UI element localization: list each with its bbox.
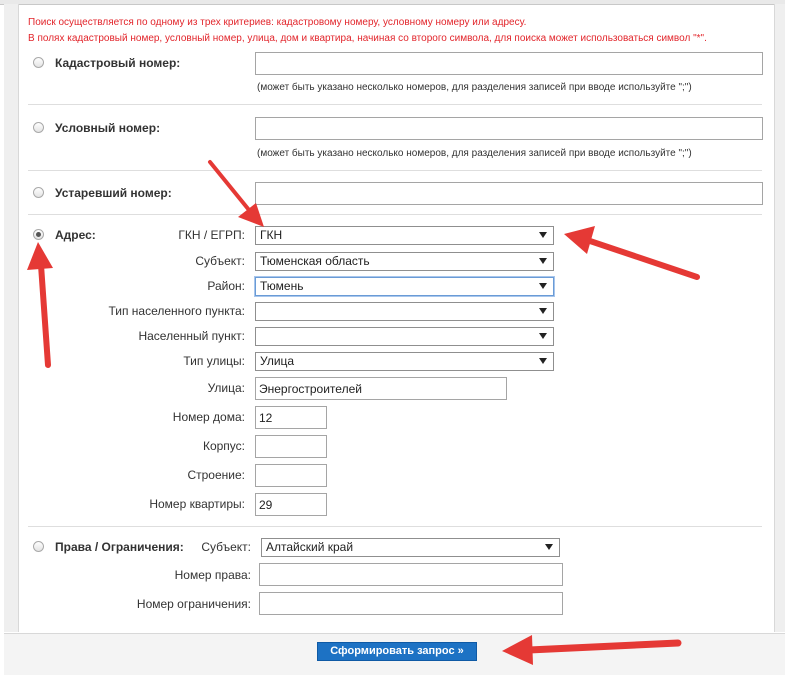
frame-left-panel: [4, 4, 19, 632]
right-number-input[interactable]: [259, 563, 563, 586]
structure-label: Строение:: [187, 468, 245, 482]
settlement-select[interactable]: [255, 327, 554, 346]
search-notice-line-2: В полях кадастровый номер, условный номер, улица, дом и квартира, начиная со второго символа, для поиска может использоваться символ "*".: [28, 33, 707, 44]
gkn-egrp-value: ГКН: [260, 228, 283, 242]
separator: [28, 104, 762, 105]
restriction-number-input[interactable]: [259, 592, 563, 615]
search-notice-line-1: Поиск осуществляется по одному из трех критериев: кадастровому номеру, условному номеру или адресу.: [28, 17, 527, 28]
street-type-label: Тип улицы:: [183, 354, 245, 368]
obsolete-number-input[interactable]: [255, 182, 763, 205]
address-subject-value: Тюменская область: [260, 254, 370, 268]
district-label: Район:: [207, 279, 245, 293]
chevron-down-icon: [539, 308, 547, 314]
radio-rights[interactable]: [33, 541, 44, 552]
right-number-label: Номер права:: [174, 568, 251, 582]
conditional-label: Условный номер:: [55, 121, 161, 135]
cadastral-hint: (может быть указано несколько номеров, для разделения записей при вводе используйте ";"): [257, 82, 692, 93]
chevron-down-icon: [539, 258, 547, 264]
district-value: Тюмень: [260, 279, 304, 293]
radio-cadastral[interactable]: [33, 57, 44, 68]
settlement-type-select[interactable]: [255, 302, 554, 321]
chevron-down-icon: [539, 333, 547, 339]
separator: [28, 214, 762, 215]
rights-subject-select[interactable]: [261, 538, 560, 557]
gkn-egrp-select[interactable]: [255, 226, 554, 245]
house-number-input[interactable]: [255, 406, 327, 429]
address-subject-select[interactable]: [255, 252, 554, 271]
settlement-type-label: Тип населенного пункта:: [108, 304, 245, 318]
cadastral-label: Кадастровый номер:: [55, 56, 181, 70]
street-type-select[interactable]: [255, 352, 554, 371]
rights-subject-label: Субъект:: [201, 540, 251, 554]
gkn-egrp-label: ГКН / ЕГРП:: [178, 228, 245, 242]
separator: [28, 526, 762, 527]
building-input[interactable]: [255, 435, 327, 458]
address-subject-label: Субъект:: [195, 254, 245, 268]
cadastral-number-input[interactable]: [255, 52, 763, 75]
chevron-down-icon: [539, 358, 547, 364]
structure-input[interactable]: [255, 464, 327, 487]
submit-request-button[interactable]: Сформировать запрос »: [317, 642, 477, 661]
conditional-hint: (может быть указано несколько номеров, для разделения записей при вводе используйте ";"): [257, 148, 692, 159]
building-label: Корпус:: [202, 439, 245, 453]
obsolete-label: Устаревший номер:: [55, 186, 172, 200]
settlement-label: Населенный пункт:: [138, 329, 245, 343]
rights-subject-value: Алтайский край: [266, 540, 354, 554]
separator: [28, 170, 762, 171]
address-label: Адрес:: [55, 228, 96, 242]
apartment-input[interactable]: [255, 493, 327, 516]
district-select[interactable]: [255, 277, 554, 296]
chevron-down-icon: [539, 232, 547, 238]
annotation-arrow-gkn-right: [564, 226, 697, 277]
street-type-value: Улица: [260, 354, 295, 368]
street-label: Улица:: [207, 381, 245, 395]
radio-obsolete[interactable]: [33, 187, 44, 198]
chevron-down-icon: [539, 283, 547, 289]
frame-right-panel: [774, 4, 785, 632]
restriction-number-label: Номер ограничения:: [136, 597, 251, 611]
house-number-label: Номер дома:: [172, 410, 245, 424]
chevron-down-icon: [545, 544, 553, 550]
window-top-edge: [0, 0, 785, 5]
radio-address[interactable]: [33, 229, 44, 240]
street-input[interactable]: [255, 377, 507, 400]
rights-label: Права / Ограничения:: [55, 540, 184, 554]
conditional-number-input[interactable]: [255, 117, 763, 140]
apartment-label: Номер квартиры:: [149, 497, 245, 511]
annotation-arrow-address-radio: [27, 242, 53, 365]
radio-conditional[interactable]: [33, 122, 44, 133]
